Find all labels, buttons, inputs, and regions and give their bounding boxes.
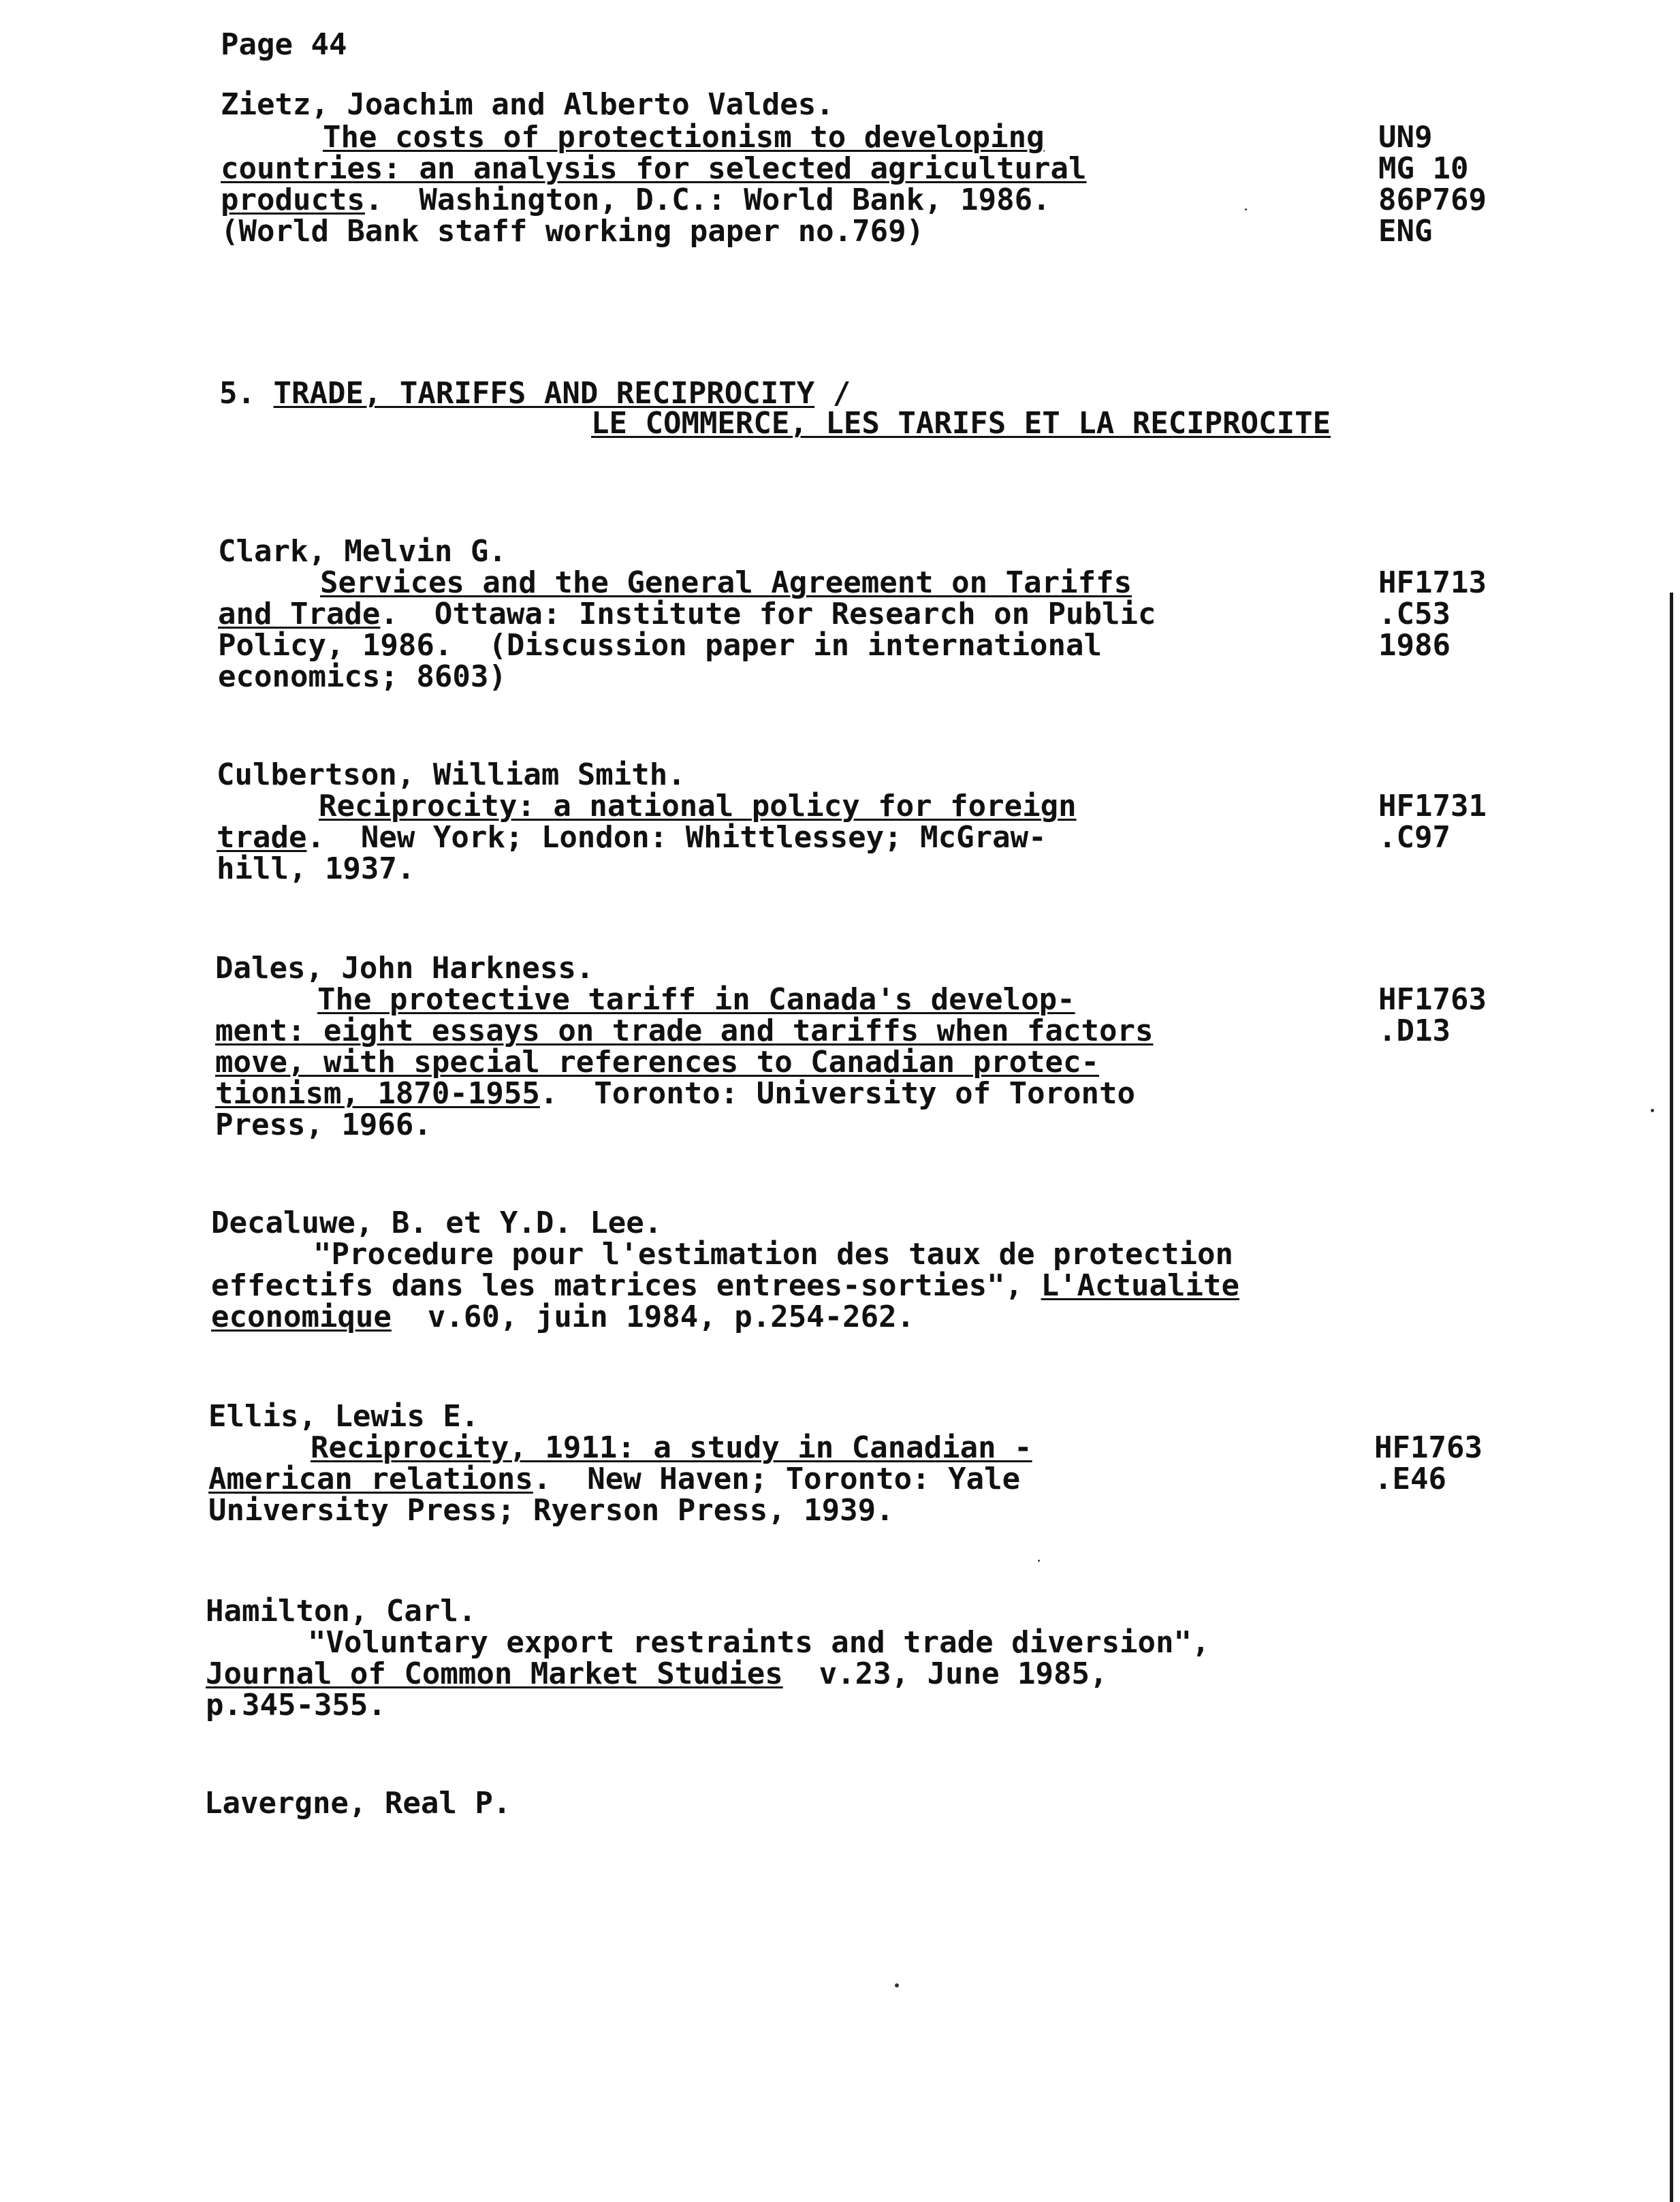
entry-author: Clark, Melvin G. xyxy=(218,534,507,569)
call-number: HF1713 xyxy=(1378,565,1487,600)
entry-title-line: The protective tariff in Canada's develop- xyxy=(317,982,1075,1017)
call-number: .C97 xyxy=(1378,820,1451,855)
entry-author: Culbertson, William Smith. xyxy=(217,757,686,792)
call-number: HF1763 xyxy=(1374,1430,1483,1465)
entry-author: Zietz, Joachim and Alberto Valdes. xyxy=(221,87,834,122)
call-number: .D13 xyxy=(1378,1013,1451,1048)
call-number: .C53 xyxy=(1378,597,1451,631)
section-title-en: TRADE, TARIFFS AND RECIPROCITY xyxy=(273,376,815,411)
entry-author: Hamilton, Carl. xyxy=(206,1594,477,1629)
scan-speck xyxy=(1651,1109,1654,1112)
entry-line: Journal of Common Market Studies v.23, June 1985, xyxy=(206,1656,1108,1691)
entry-title-line: Services and the General Agreement on Tariffs xyxy=(320,565,1132,600)
section-number: 5. xyxy=(219,376,255,411)
call-number: UN9 xyxy=(1378,120,1433,155)
entry-publication-line: products. Washington, D.C.: World Bank, 1986. xyxy=(221,183,1051,217)
call-number: MG 10 xyxy=(1378,151,1469,186)
entry-line: "Voluntary export restraints and trade diversion", xyxy=(308,1625,1210,1660)
entry-line: Press, 1966. xyxy=(215,1107,432,1142)
entry-line: economique v.60, juin 1984, p.254-262. xyxy=(211,1300,915,1334)
scan-speck xyxy=(1038,1560,1040,1562)
entry-publication-line: and Trade. Ottawa: Institute for Research on Public xyxy=(218,597,1156,631)
entry-title-line: ment: eight essays on trade and tariffs when factors xyxy=(215,1013,1154,1048)
entry-author: Ellis, Lewis E. xyxy=(208,1399,479,1434)
entry-line: University Press; Ryerson Press, 1939. xyxy=(208,1493,894,1528)
entry-series-line: (World Bank staff working paper no.769) xyxy=(221,214,925,249)
call-number: .E46 xyxy=(1374,1462,1446,1496)
scan-speck xyxy=(895,1983,899,1987)
page-number: Page 44 xyxy=(221,27,347,62)
entry-title-line: move, with special references to Canadian protec- xyxy=(215,1045,1100,1080)
call-number: HF1763 xyxy=(1378,982,1487,1017)
entry-title-line: Reciprocity, 1911: a study in Canadian - xyxy=(311,1430,1032,1465)
entry-line: effectifs dans les matrices entrees-sorties", L'Actualite xyxy=(211,1268,1239,1303)
entry-title-line: Reciprocity: a national policy for foreign xyxy=(319,789,1077,823)
section-title-fr: LE COMMERCE, LES TARIFS ET LA RECIPROCITE xyxy=(591,406,1331,441)
entry-publication-line: American relations. New Haven; Toronto: Yale xyxy=(208,1462,1021,1496)
entry-author: Lavergne, Real P. xyxy=(204,1786,511,1821)
entry-line: hill, 1937. xyxy=(217,851,415,886)
entry-author: Decaluwe, B. et Y.D. Lee. xyxy=(211,1206,663,1240)
entry-author: Dales, John Harkness. xyxy=(215,951,595,986)
section-heading-line xyxy=(219,377,851,410)
section-heading-line xyxy=(591,407,1331,440)
entry-publication-line: trade. New York; London: Whittlessey; McGraw- xyxy=(217,820,1047,855)
section-slash: / xyxy=(814,376,851,411)
scan-speck xyxy=(1245,208,1247,210)
entry-title-line: The costs of protectionism to developing xyxy=(323,120,1045,155)
entry-title-line: countries: an analysis for selected agricultural xyxy=(221,151,1087,186)
call-number: 1986 xyxy=(1378,628,1451,663)
entry-line: economics; 8603) xyxy=(218,659,507,694)
call-number: HF1731 xyxy=(1378,789,1487,823)
entry-line: p.345-355. xyxy=(206,1688,386,1723)
entry-line: "Procedure pour l'estimation des taux de protection xyxy=(313,1237,1234,1272)
entry-publication-line: tionism, 1870-1955. Toronto: University of Toronto xyxy=(215,1076,1136,1111)
call-number: 86P769 xyxy=(1378,183,1487,217)
call-number: ENG xyxy=(1378,214,1433,249)
entry-line: Policy, 1986. (Discussion paper in international xyxy=(218,628,1103,663)
scan-edge-line xyxy=(1670,593,1673,2202)
